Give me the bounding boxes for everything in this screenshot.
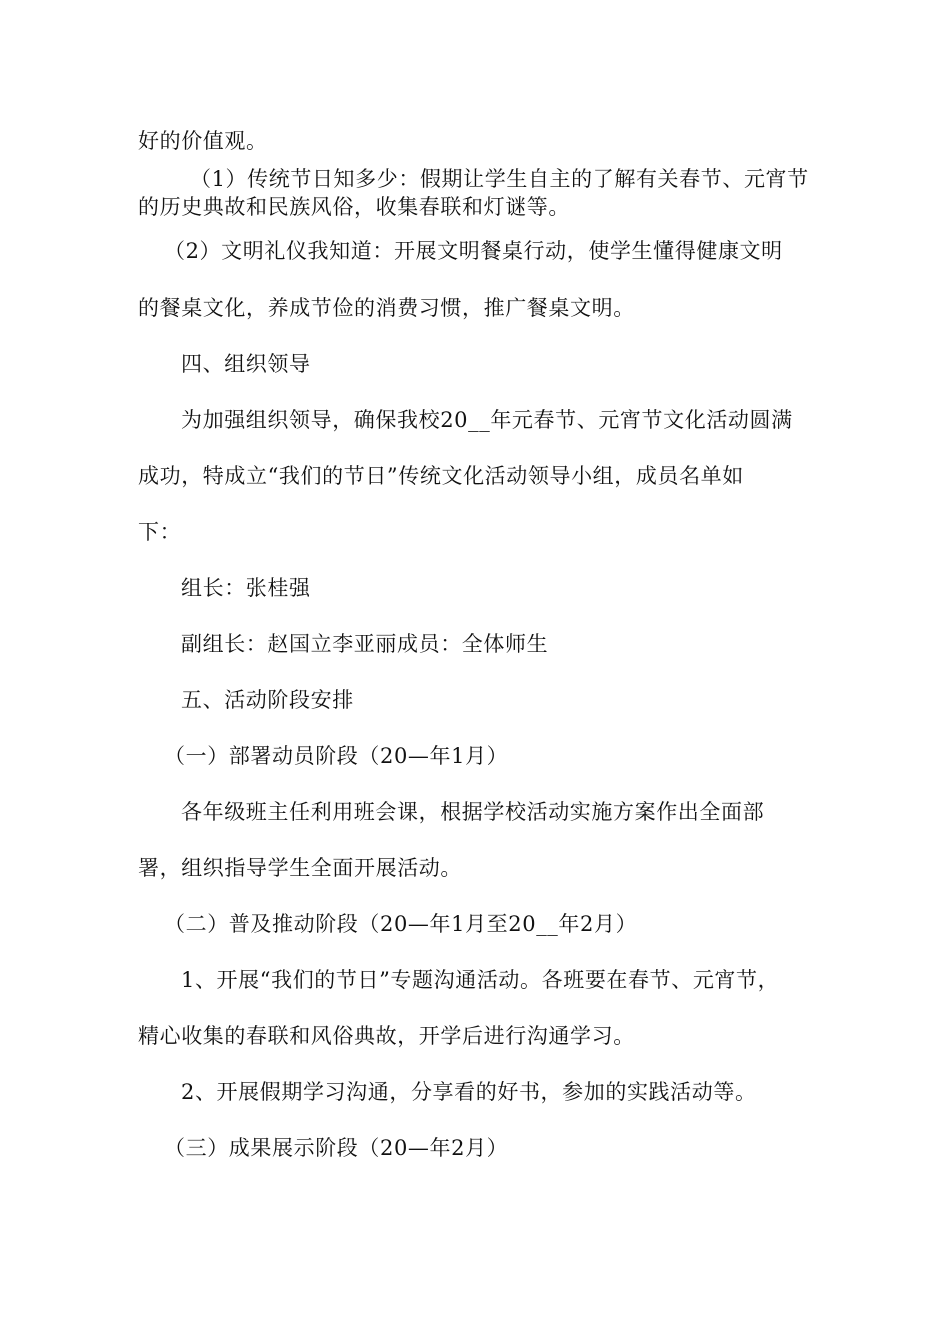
paragraph-line: 为加强组织领导，确保我校20__年元春节、元宵节文化活动圆满 xyxy=(181,408,793,432)
paragraph-line: 的历史典故和民族风俗，收集春联和灯谜等。 xyxy=(138,195,570,219)
paragraph-line: 下： xyxy=(138,520,182,544)
paragraph-line: 2、开展假期学习沟通，分享看的好书，参加的实践活动等。 xyxy=(181,1080,757,1104)
paragraph-line: 署，组织指导学生全面开展活动。 xyxy=(138,856,462,880)
paragraph-line: 1、开展“我们的节日”专题沟通活动。各班要在春节、元宵节， xyxy=(181,968,780,992)
section-heading: 四、组织领导 xyxy=(181,352,311,376)
paragraph-line: 各年级班主任利用班会课，根据学校活动实施方案作出全面部 xyxy=(181,800,765,824)
subsection-heading: （二）普及推动阶段（20—年1月至20__年2月） xyxy=(164,912,638,936)
paragraph-line: （2）文明礼仪我知道：开展文明餐桌行动，使学生懂得健康文明 xyxy=(164,239,783,263)
paragraph-line: 的餐桌文化，养成节俭的消费习惯，推广餐桌文明。 xyxy=(138,296,635,320)
paragraph-line: 成功，特成立“我们的节日”传统文化活动领导小组，成员名单如 xyxy=(138,464,744,488)
paragraph-line: 组长：张桂强 xyxy=(181,576,311,600)
subsection-heading: （三）成果展示阶段（20—年2月） xyxy=(164,1136,509,1160)
paragraph-line: （1）传统节日知多少：假期让学生自主的了解有关春节、元宵节 xyxy=(190,167,809,191)
subsection-heading: （一）部署动员阶段（20—年1月） xyxy=(164,744,509,768)
paragraph-line: 精心收集的春联和风俗典故，开学后进行沟通学习。 xyxy=(138,1024,635,1048)
section-heading: 五、活动阶段安排 xyxy=(181,688,354,712)
paragraph-line: 副组长：赵国立李亚丽成员：全体师生 xyxy=(181,632,549,656)
paragraph-line: 好的价值观。 xyxy=(138,129,268,153)
